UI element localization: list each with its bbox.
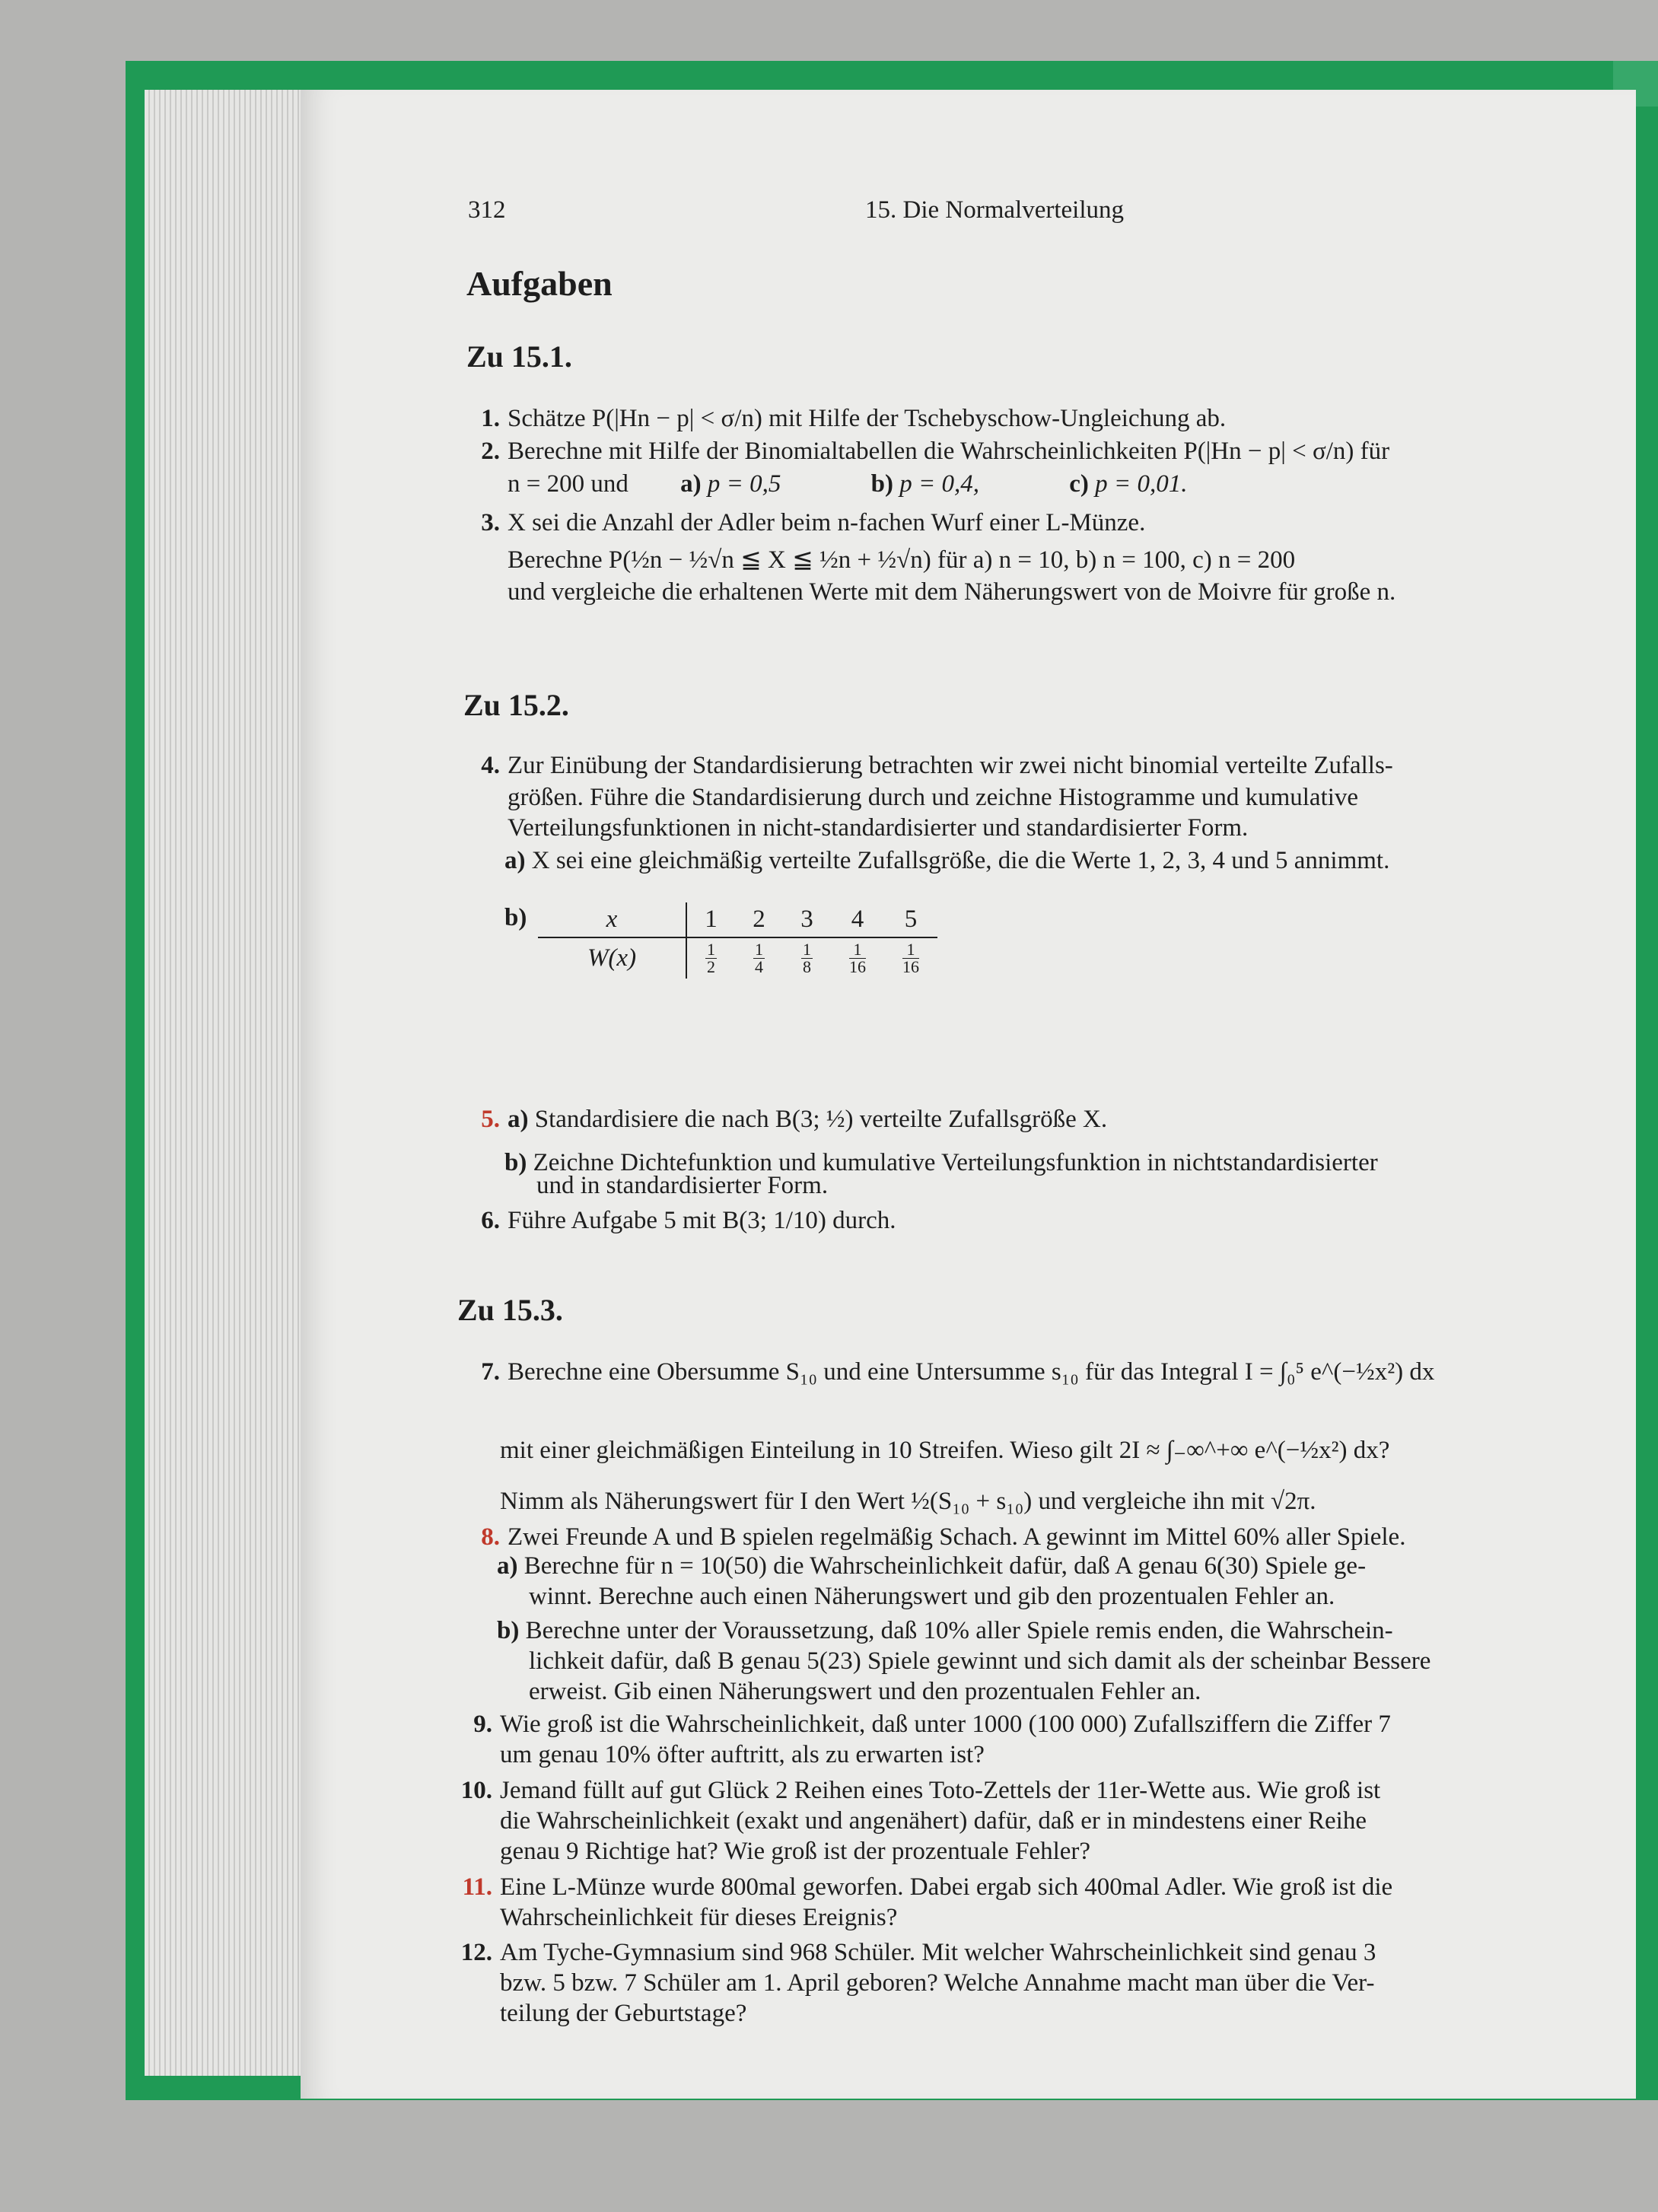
problem-number: 1. [481,405,500,432]
problem-line: bzw. 5 bzw. 7 Schüler am 1. April geboren? Welche Annahme macht man über die Ver- [500,1969,1375,1997]
denominator: 16 [902,957,919,976]
problem-number: 8. [481,1523,500,1551]
numerator: 1 [707,940,715,959]
problem-4 [466,750,1393,781]
problem-4a [504,845,1389,876]
problem-line: Zur Einübung der Standardisierung betrachten wir zwei nicht binomial verteilte Zufalls- [508,752,1393,779]
problem-line: Jemand füllt auf gut Glück 2 Reihen eines Toto-Zettels der 11er-Wette aus. Wie groß ist [500,1777,1381,1804]
part-label: a) [497,1552,518,1580]
problem-text: Führe Aufgabe 5 mit B(3; 1/10) durch. [508,1207,896,1234]
problem-12 [453,1937,1376,1968]
part-label: b) [504,904,527,931]
problem-number: 11. [462,1873,492,1901]
problem-number: 9. [473,1711,492,1738]
problem-line: und in standardisierter Form. [536,1172,829,1199]
problem-line: Wahrscheinlichkeit für dieses Ereignis? [500,1904,898,1931]
part-label: a) [508,1106,529,1133]
problem-line: die Wahrscheinlichkeit (exakt und angenähert) dafür, daß er in mindestens einer Reihe [500,1807,1367,1835]
problem-line: Am Tyche-Gymnasium sind 968 Schüler. Mit welcher Wahrscheinlichkeit sind genau 3 [500,1939,1376,1966]
problem-line: winnt. Berechne auch einen Näherungswert und gib den prozentualen Fehler an. [529,1583,1335,1610]
problem-10 [453,1775,1380,1806]
problem-2-options [508,469,1187,499]
book-page [301,90,1636,2099]
table-cell: 5 [884,902,937,937]
problem-line: Berechne mit Hilfe der Binomialtabellen die Wahrscheinlichkeiten P(|Hn − p| < σ/n) für [508,438,1390,465]
problem-line: Wie groß ist die Wahrscheinlichkeit, daß unter 1000 (100 000) Zufallsziffern die Ziffer 7 [500,1711,1391,1738]
option-label: c) [1069,470,1089,498]
page-number: 312 [468,196,506,224]
problem-line: Verteilungsfunktionen in nicht-standardisierter und standardisierter Form. [508,814,1249,842]
table-label-x: x [538,902,686,937]
problem-line: Nimm als Näherungswert für I den Wert ½(S₁₀ + s₁₀) und vergleiche ihn mit √2π. [500,1488,1316,1515]
problem-line: Eine L-Münze wurde 800mal geworfen. Dabei ergab sich 400mal Adler. Wie groß ist die [500,1873,1393,1901]
problem-line: genau 9 Richtige hat? Wie groß ist der prozentuale Fehler? [500,1838,1091,1865]
problem-line: mit einer gleichmäßigen Einteilung in 10 Streifen. Wieso gilt 2I ≈ ∫₋∞^+∞ e^(−½x²) dx? [500,1437,1390,1464]
option-value: p = 0,5 [707,470,781,498]
problem-number: 4. [481,752,500,779]
fraction [705,941,717,976]
numerator: 1 [755,940,763,959]
running-head: 15. Die Normalverteilung [865,196,1124,224]
problem-line: Berechne P(½n − ½√n ≦ X ≦ ½n + ½√n) für a) n = 10, b) n = 100, c) n = 200 [508,546,1296,574]
numerator: 1 [902,941,919,959]
denominator: 2 [707,957,715,976]
problem-9 [459,1709,1391,1739]
denominator: 16 [849,957,866,976]
option-label: a) [680,470,702,498]
problem-number: 6. [481,1207,500,1234]
problem-8a [497,1551,1366,1581]
problem-11 [453,1872,1392,1902]
table-label-wx: W(x) [538,937,686,979]
option-value: p = 0,4, [899,470,980,498]
option-label: b) [870,470,893,498]
problem-number: 12. [460,1939,492,1966]
problem-line: Berechne eine Obersumme S₁₀ und eine Untersumme s₁₀ für das Integral I = ∫₀⁵ e^(−½x²) dx [508,1358,1435,1386]
problem-8b [497,1615,1393,1646]
problem-7 [466,1357,1434,1387]
numerator: 1 [803,940,811,959]
fraction [801,941,813,976]
fraction [902,941,919,976]
section-heading-15-2: Zu 15.2. [463,688,569,722]
section-heading-15-1: Zu 15.1. [466,339,572,374]
problem-8 [466,1522,1405,1552]
denominator: 8 [803,957,811,976]
denominator: 4 [755,957,763,976]
part-text: X sei eine gleichmäßig verteilte Zufallsgröße, die die Werte 1, 2, 3, 4 und 5 annimmt. [531,847,1390,874]
problem-line: um genau 10% öfter auftritt, als zu erwarten ist? [500,1741,985,1768]
table-cell: 2 [735,902,783,937]
part-label: b) [504,1149,527,1176]
problem-number: 2. [481,438,500,465]
problem-line: und vergleiche die erhaltenen Werte mit dem Näherungswert von de Moivre für große n. [508,578,1396,606]
part-label: b) [497,1617,520,1644]
problem-line: lichkeit dafür, daß B genau 5(23) Spiele gewinnt und sich damit als der scheinbar Bessere [529,1647,1431,1675]
problem-6 [466,1205,896,1236]
numerator: 1 [849,941,866,959]
table-cell: 4 [831,902,884,937]
part-text: Berechne für n = 10(50) die Wahrscheinlichkeit dafür, daß A genau 6(30) Spiele ge- [523,1552,1367,1580]
problem-line: teilung der Geburtstage? [500,2000,747,2027]
problem-line: X sei die Anzahl der Adler beim n-fachen Wurf einer L-Münze. [508,509,1146,536]
table-cell [831,937,884,979]
part-text: Standardisiere die nach B(3; ½) verteilte Zufallsgröße X. [534,1106,1108,1133]
table-cell: 3 [783,902,831,937]
section-heading-15-3: Zu 15.3. [457,1293,563,1327]
problem-line: größen. Führe die Standardisierung durch und zeichne Histogramme und kumulative [508,784,1359,811]
problem-line: erweist. Gib einen Näherungswert und den prozentualen Fehler an. [529,1678,1201,1705]
problem-number: 7. [481,1358,500,1386]
problem-number: 10. [460,1777,492,1804]
fraction [753,941,765,976]
table-cell [783,937,831,979]
table-row [538,902,937,937]
page-title: Aufgaben [466,264,613,303]
table-cell [686,937,735,979]
problem-number: 5. [481,1106,500,1133]
part-text: Zeichne Dichtefunktion und kumulative Verteilungsfunktion in nichtstandardisierter [533,1149,1378,1176]
option-value: p = 0,01. [1095,470,1188,498]
problem-line: Zwei Freunde A und B spielen regelmäßig Schach. A gewinnt im Mittel 60% aller Spiele. [508,1523,1406,1551]
table-cell [735,937,783,979]
part-text: Berechne unter der Voraussetzung, daß 10% aller Spiele remis enden, die Wahrschein- [525,1617,1393,1644]
table-row [538,937,937,979]
problem-number: 3. [481,509,500,536]
problem-3 [466,508,1145,538]
problem-text: Schätze P(|Hn − p| < σ/n) mit Hilfe der Tschebyschow-Ungleichung ab. [508,405,1227,432]
problem-1 [466,403,1226,434]
distribution-table [538,902,937,979]
fraction [849,941,866,976]
problem-line: n = 200 und [508,470,629,498]
problem-5 [466,1104,1107,1135]
part-label: a) [504,847,526,874]
problem-2 [466,436,1389,466]
table-cell: 1 [686,902,735,937]
table-cell [884,937,937,979]
